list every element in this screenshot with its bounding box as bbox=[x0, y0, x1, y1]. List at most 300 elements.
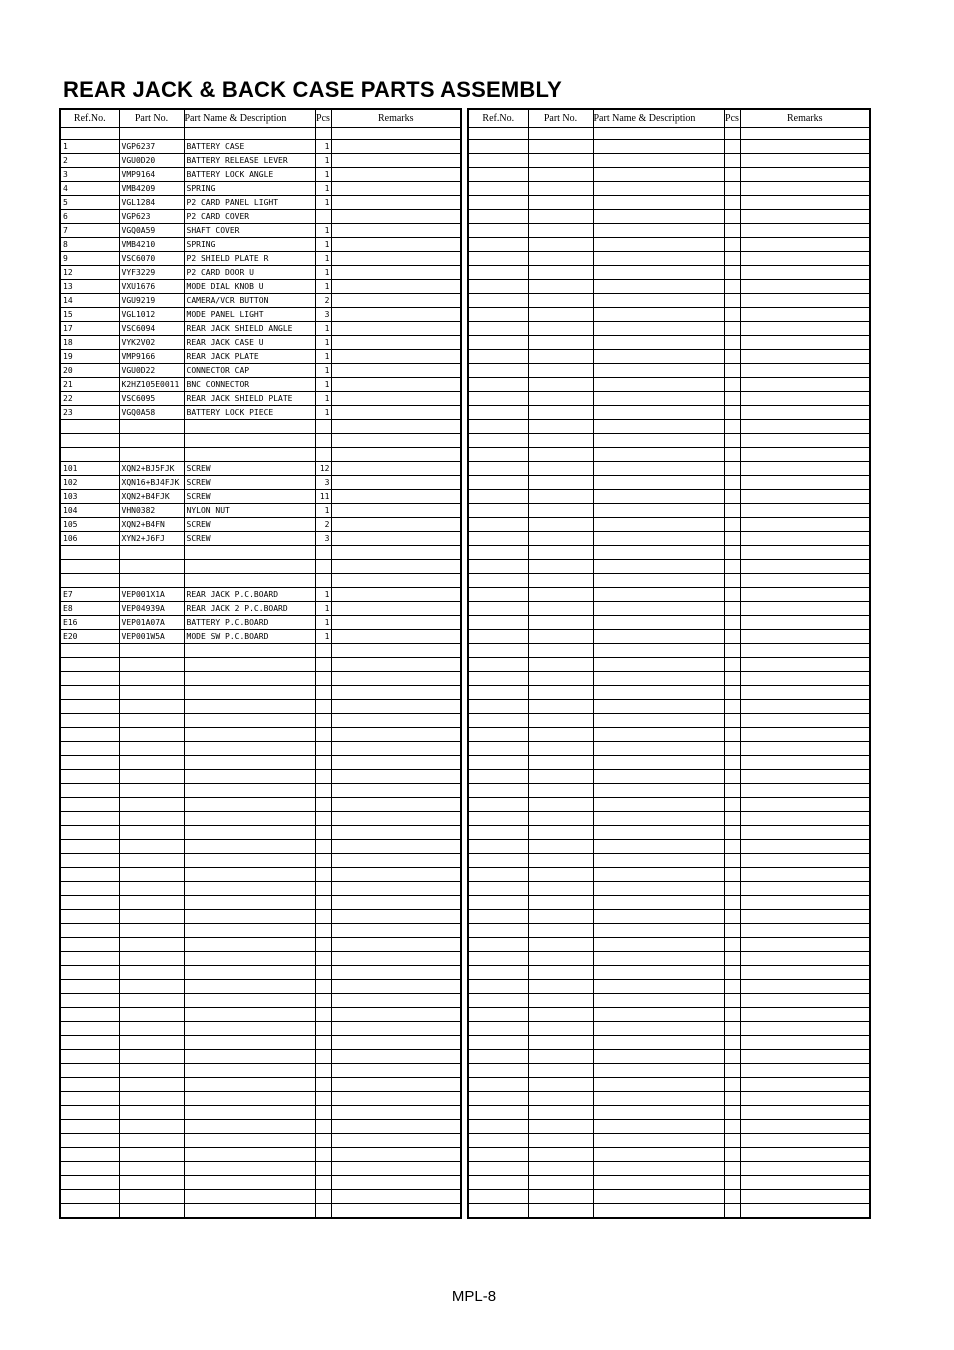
table-row bbox=[60, 910, 461, 924]
cell-remarks bbox=[740, 826, 870, 840]
table-row bbox=[60, 952, 461, 966]
cell-remarks bbox=[740, 322, 870, 336]
cell-ref-no bbox=[468, 322, 528, 336]
cell-description: BATTERY RELEASE LEVER bbox=[184, 154, 315, 168]
cell-remarks bbox=[740, 742, 870, 756]
cell-description: MODE SW P.C.BOARD bbox=[184, 630, 315, 644]
cell-ref-no bbox=[60, 546, 119, 560]
table-row bbox=[60, 1148, 461, 1162]
cell-part-no bbox=[119, 644, 184, 658]
cell-part-no bbox=[528, 714, 593, 728]
cell-description bbox=[593, 840, 724, 854]
cell-remarks bbox=[331, 378, 461, 392]
cell-ref-no bbox=[60, 924, 119, 938]
cell-ref-no bbox=[468, 518, 528, 532]
table-row bbox=[468, 798, 870, 812]
cell-pcs bbox=[724, 350, 740, 364]
cell-ref-no bbox=[468, 910, 528, 924]
cell-ref-no bbox=[60, 1120, 119, 1134]
cell-pcs bbox=[315, 840, 331, 854]
cell-ref-no bbox=[60, 770, 119, 784]
cell-remarks bbox=[740, 616, 870, 630]
cell-description bbox=[593, 1134, 724, 1148]
table-row bbox=[60, 686, 461, 700]
table-row bbox=[468, 462, 870, 476]
cell-part-no bbox=[528, 546, 593, 560]
cell-pcs: 2 bbox=[315, 294, 331, 308]
cell-part-no: VMB4209 bbox=[119, 182, 184, 196]
cell-description bbox=[593, 196, 724, 210]
cell-description bbox=[593, 1036, 724, 1050]
table-row bbox=[468, 1190, 870, 1204]
cell-pcs: 1 bbox=[315, 182, 331, 196]
cell-pcs bbox=[315, 756, 331, 770]
cell-description bbox=[593, 616, 724, 630]
cell-part-no bbox=[528, 560, 593, 574]
cell-ref-no bbox=[468, 742, 528, 756]
cell-pcs: 11 bbox=[315, 490, 331, 504]
cell-part-no bbox=[528, 1176, 593, 1190]
cell-part-no: VGP6237 bbox=[119, 140, 184, 154]
table-row bbox=[60, 714, 461, 728]
cell-description bbox=[184, 1008, 315, 1022]
header-part-name-description: Part Name & Description bbox=[184, 109, 315, 128]
cell-ref-no: 17 bbox=[60, 322, 119, 336]
cell-pcs bbox=[724, 504, 740, 518]
cell-ref-no: 103 bbox=[60, 490, 119, 504]
cell-remarks bbox=[331, 294, 461, 308]
cell-remarks bbox=[331, 336, 461, 350]
table-row bbox=[468, 602, 870, 616]
cell-remarks bbox=[740, 868, 870, 882]
cell-ref-no bbox=[468, 280, 528, 294]
table-row bbox=[60, 742, 461, 756]
table-row bbox=[60, 1008, 461, 1022]
cell-remarks bbox=[740, 392, 870, 406]
table-row bbox=[60, 266, 461, 280]
cell-description: MODE DIAL KNOB U bbox=[184, 280, 315, 294]
cell-part-no bbox=[119, 980, 184, 994]
cell-pcs bbox=[724, 140, 740, 154]
cell-pcs bbox=[724, 224, 740, 238]
table-row bbox=[468, 1106, 870, 1120]
cell-remarks bbox=[331, 700, 461, 714]
cell-part-no bbox=[528, 882, 593, 896]
cell-remarks bbox=[740, 658, 870, 672]
cell-ref-no bbox=[468, 686, 528, 700]
cell-remarks bbox=[331, 182, 461, 196]
cell-part-no bbox=[528, 504, 593, 518]
table-row bbox=[468, 980, 870, 994]
cell-remarks bbox=[331, 1176, 461, 1190]
parts-table-right bbox=[467, 108, 871, 1219]
cell-remarks bbox=[331, 128, 461, 140]
cell-part-no: VSC6094 bbox=[119, 322, 184, 336]
table-row bbox=[468, 700, 870, 714]
cell-remarks bbox=[331, 728, 461, 742]
table-row bbox=[60, 1092, 461, 1106]
table-row bbox=[60, 532, 461, 546]
cell-pcs bbox=[315, 700, 331, 714]
cell-remarks bbox=[740, 700, 870, 714]
cell-remarks bbox=[331, 448, 461, 462]
table-row bbox=[60, 588, 461, 602]
table-row bbox=[60, 1162, 461, 1176]
cell-remarks bbox=[331, 1190, 461, 1204]
cell-pcs bbox=[315, 938, 331, 952]
cell-ref-no bbox=[468, 994, 528, 1008]
table-row bbox=[60, 448, 461, 462]
cell-remarks bbox=[331, 1106, 461, 1120]
cell-description bbox=[593, 798, 724, 812]
cell-pcs bbox=[724, 910, 740, 924]
cell-ref-no: 101 bbox=[60, 462, 119, 476]
cell-description: CONNECTOR CAP bbox=[184, 364, 315, 378]
cell-description bbox=[593, 868, 724, 882]
cell-remarks bbox=[331, 1036, 461, 1050]
cell-description bbox=[593, 966, 724, 980]
cell-part-no bbox=[119, 574, 184, 588]
cell-ref-no: 15 bbox=[60, 308, 119, 322]
table-row bbox=[60, 518, 461, 532]
cell-description bbox=[593, 700, 724, 714]
table-row bbox=[60, 1134, 461, 1148]
cell-pcs bbox=[724, 196, 740, 210]
cell-remarks bbox=[331, 798, 461, 812]
cell-ref-no bbox=[468, 266, 528, 280]
table-row bbox=[468, 140, 870, 154]
cell-part-no: VYF3229 bbox=[119, 266, 184, 280]
table-row bbox=[468, 322, 870, 336]
cell-part-no bbox=[528, 322, 593, 336]
cell-part-no bbox=[119, 868, 184, 882]
cell-part-no bbox=[528, 406, 593, 420]
cell-description: NYLON NUT bbox=[184, 504, 315, 518]
cell-description bbox=[184, 770, 315, 784]
cell-ref-no bbox=[468, 784, 528, 798]
table-row bbox=[60, 994, 461, 1008]
table-row bbox=[468, 182, 870, 196]
cell-remarks bbox=[331, 350, 461, 364]
cell-ref-no bbox=[468, 336, 528, 350]
cell-pcs bbox=[315, 672, 331, 686]
cell-ref-no bbox=[60, 840, 119, 854]
cell-description bbox=[184, 1176, 315, 1190]
cell-pcs bbox=[315, 798, 331, 812]
table-row bbox=[60, 280, 461, 294]
header-ref-no: Ref.No. bbox=[468, 109, 528, 128]
cell-pcs bbox=[724, 840, 740, 854]
cell-remarks bbox=[740, 182, 870, 196]
cell-part-no bbox=[119, 938, 184, 952]
cell-description bbox=[593, 672, 724, 686]
cell-ref-no bbox=[468, 1064, 528, 1078]
table-row bbox=[468, 252, 870, 266]
cell-remarks bbox=[331, 602, 461, 616]
cell-description bbox=[593, 812, 724, 826]
table-row bbox=[468, 896, 870, 910]
cell-ref-no: 13 bbox=[60, 280, 119, 294]
cell-part-no bbox=[528, 756, 593, 770]
table-row bbox=[468, 924, 870, 938]
cell-ref-no bbox=[468, 756, 528, 770]
cell-remarks bbox=[331, 406, 461, 420]
table-row bbox=[468, 882, 870, 896]
table-row bbox=[468, 1148, 870, 1162]
cell-description: SCREW bbox=[184, 518, 315, 532]
cell-ref-no bbox=[60, 756, 119, 770]
table-header-row bbox=[60, 109, 461, 128]
cell-ref-no bbox=[60, 784, 119, 798]
cell-part-no bbox=[119, 826, 184, 840]
cell-ref-no bbox=[468, 616, 528, 630]
table-row bbox=[60, 392, 461, 406]
cell-part-no bbox=[119, 784, 184, 798]
table-row bbox=[468, 868, 870, 882]
cell-description bbox=[593, 490, 724, 504]
cell-description bbox=[593, 364, 724, 378]
cell-description bbox=[593, 854, 724, 868]
cell-part-no: VMP9166 bbox=[119, 350, 184, 364]
cell-ref-no bbox=[468, 574, 528, 588]
table-row bbox=[468, 1204, 870, 1219]
cell-remarks bbox=[331, 238, 461, 252]
cell-description bbox=[184, 1022, 315, 1036]
table-row bbox=[60, 210, 461, 224]
cell-ref-no bbox=[60, 728, 119, 742]
cell-ref-no bbox=[60, 1204, 119, 1219]
cell-part-no bbox=[528, 308, 593, 322]
cell-part-no bbox=[119, 798, 184, 812]
cell-remarks bbox=[331, 616, 461, 630]
cell-description bbox=[593, 1204, 724, 1219]
cell-remarks bbox=[740, 756, 870, 770]
table-row bbox=[60, 476, 461, 490]
table-row bbox=[60, 1106, 461, 1120]
cell-part-no bbox=[528, 994, 593, 1008]
table-row bbox=[468, 560, 870, 574]
cell-remarks bbox=[740, 294, 870, 308]
table-row bbox=[468, 812, 870, 826]
cell-remarks bbox=[740, 994, 870, 1008]
cell-remarks bbox=[740, 882, 870, 896]
cell-pcs bbox=[724, 364, 740, 378]
table-row bbox=[468, 154, 870, 168]
table-row bbox=[468, 308, 870, 322]
cell-pcs bbox=[724, 1204, 740, 1219]
cell-pcs bbox=[724, 756, 740, 770]
cell-remarks bbox=[331, 210, 461, 224]
cell-description bbox=[593, 1176, 724, 1190]
cell-remarks bbox=[331, 196, 461, 210]
cell-ref-no bbox=[468, 588, 528, 602]
cell-description bbox=[593, 1120, 724, 1134]
cell-ref-no bbox=[468, 1148, 528, 1162]
table-row bbox=[60, 868, 461, 882]
cell-pcs bbox=[315, 1064, 331, 1078]
cell-ref-no bbox=[60, 1050, 119, 1064]
cell-part-no bbox=[528, 252, 593, 266]
cell-description: CAMERA/VCR BUTTON bbox=[184, 294, 315, 308]
cell-remarks bbox=[740, 224, 870, 238]
header-part-name-description: Part Name & Description bbox=[593, 109, 724, 128]
cell-description bbox=[593, 322, 724, 336]
cell-part-no: VEP04939A bbox=[119, 602, 184, 616]
cell-ref-no bbox=[468, 532, 528, 546]
cell-description bbox=[184, 658, 315, 672]
table-row bbox=[60, 1078, 461, 1092]
cell-part-no: XQN2+BJ5FJK bbox=[119, 462, 184, 476]
cell-pcs bbox=[724, 868, 740, 882]
cell-description bbox=[184, 686, 315, 700]
cell-remarks bbox=[740, 532, 870, 546]
cell-pcs: 1 bbox=[315, 224, 331, 238]
cell-description bbox=[184, 1134, 315, 1148]
cell-ref-no bbox=[468, 728, 528, 742]
cell-description bbox=[184, 854, 315, 868]
table-row bbox=[60, 854, 461, 868]
cell-pcs: 1 bbox=[315, 196, 331, 210]
cell-ref-no bbox=[60, 1106, 119, 1120]
table-row bbox=[468, 588, 870, 602]
cell-pcs bbox=[315, 714, 331, 728]
cell-pcs bbox=[724, 420, 740, 434]
cell-pcs bbox=[724, 238, 740, 252]
cell-remarks bbox=[740, 896, 870, 910]
cell-pcs bbox=[724, 280, 740, 294]
table-row bbox=[468, 1050, 870, 1064]
cell-remarks bbox=[331, 1148, 461, 1162]
cell-ref-no bbox=[60, 952, 119, 966]
cell-remarks bbox=[331, 280, 461, 294]
cell-ref-no bbox=[468, 1008, 528, 1022]
table-row bbox=[60, 504, 461, 518]
table-row bbox=[468, 658, 870, 672]
cell-pcs bbox=[724, 672, 740, 686]
cell-description bbox=[593, 336, 724, 350]
cell-remarks bbox=[740, 630, 870, 644]
cell-pcs: 1 bbox=[315, 504, 331, 518]
cell-remarks bbox=[740, 812, 870, 826]
cell-part-no: VEP01A07A bbox=[119, 616, 184, 630]
cell-pcs bbox=[724, 1022, 740, 1036]
table-row bbox=[468, 266, 870, 280]
cell-remarks bbox=[740, 378, 870, 392]
cell-description bbox=[593, 742, 724, 756]
cell-part-no bbox=[119, 812, 184, 826]
table-row bbox=[60, 924, 461, 938]
cell-remarks bbox=[331, 1050, 461, 1064]
cell-part-no bbox=[528, 980, 593, 994]
cell-pcs bbox=[315, 1050, 331, 1064]
table-row bbox=[60, 434, 461, 448]
cell-part-no bbox=[528, 448, 593, 462]
cell-ref-no: 9 bbox=[60, 252, 119, 266]
cell-description bbox=[184, 714, 315, 728]
cell-part-no bbox=[528, 350, 593, 364]
cell-remarks bbox=[331, 854, 461, 868]
cell-remarks bbox=[740, 1190, 870, 1204]
cell-pcs bbox=[315, 658, 331, 672]
cell-part-no bbox=[528, 1092, 593, 1106]
cell-remarks bbox=[331, 882, 461, 896]
cell-description bbox=[593, 182, 724, 196]
cell-pcs: 1 bbox=[315, 266, 331, 280]
cell-ref-no: 105 bbox=[60, 518, 119, 532]
cell-ref-no bbox=[60, 798, 119, 812]
cell-pcs bbox=[315, 1106, 331, 1120]
cell-remarks bbox=[331, 1162, 461, 1176]
cell-remarks bbox=[331, 518, 461, 532]
cell-pcs bbox=[724, 1050, 740, 1064]
cell-description bbox=[593, 518, 724, 532]
cell-ref-no bbox=[468, 224, 528, 238]
cell-remarks bbox=[740, 602, 870, 616]
cell-remarks bbox=[740, 196, 870, 210]
cell-description: SPRING bbox=[184, 182, 315, 196]
cell-part-no bbox=[528, 1106, 593, 1120]
cell-remarks bbox=[740, 1008, 870, 1022]
cell-description: SCREW bbox=[184, 532, 315, 546]
cell-remarks bbox=[331, 812, 461, 826]
cell-ref-no bbox=[468, 462, 528, 476]
cell-remarks bbox=[740, 1092, 870, 1106]
cell-pcs bbox=[724, 966, 740, 980]
cell-description bbox=[593, 350, 724, 364]
cell-ref-no bbox=[468, 364, 528, 378]
cell-ref-no bbox=[60, 560, 119, 574]
cell-pcs bbox=[724, 1176, 740, 1190]
cell-description bbox=[593, 994, 724, 1008]
cell-description bbox=[184, 644, 315, 658]
cell-ref-no bbox=[468, 952, 528, 966]
cell-pcs: 12 bbox=[315, 462, 331, 476]
table-row bbox=[468, 784, 870, 798]
cell-remarks bbox=[740, 1050, 870, 1064]
cell-pcs bbox=[724, 476, 740, 490]
cell-remarks bbox=[331, 658, 461, 672]
cell-description bbox=[184, 938, 315, 952]
cell-remarks bbox=[331, 686, 461, 700]
cell-part-no bbox=[528, 630, 593, 644]
cell-pcs: 2 bbox=[315, 518, 331, 532]
cell-ref-no bbox=[468, 1106, 528, 1120]
cell-description: P2 CARD PANEL LIGHT bbox=[184, 196, 315, 210]
cell-pcs bbox=[724, 924, 740, 938]
table-row bbox=[468, 770, 870, 784]
cell-ref-no bbox=[468, 434, 528, 448]
cell-ref-no bbox=[468, 308, 528, 322]
cell-part-no bbox=[528, 616, 593, 630]
cell-description: REAR JACK P.C.BOARD bbox=[184, 588, 315, 602]
cell-remarks bbox=[331, 1078, 461, 1092]
cell-description bbox=[593, 294, 724, 308]
cell-ref-no: 12 bbox=[60, 266, 119, 280]
cell-description bbox=[593, 658, 724, 672]
cell-description bbox=[593, 140, 724, 154]
cell-ref-no bbox=[60, 854, 119, 868]
cell-pcs bbox=[724, 952, 740, 966]
cell-part-no bbox=[528, 518, 593, 532]
cell-part-no bbox=[528, 742, 593, 756]
cell-description bbox=[184, 994, 315, 1008]
cell-part-no bbox=[528, 658, 593, 672]
cell-ref-no bbox=[468, 714, 528, 728]
cell-remarks bbox=[740, 1022, 870, 1036]
table-row bbox=[60, 1036, 461, 1050]
cell-part-no bbox=[528, 1190, 593, 1204]
cell-part-no bbox=[528, 602, 593, 616]
